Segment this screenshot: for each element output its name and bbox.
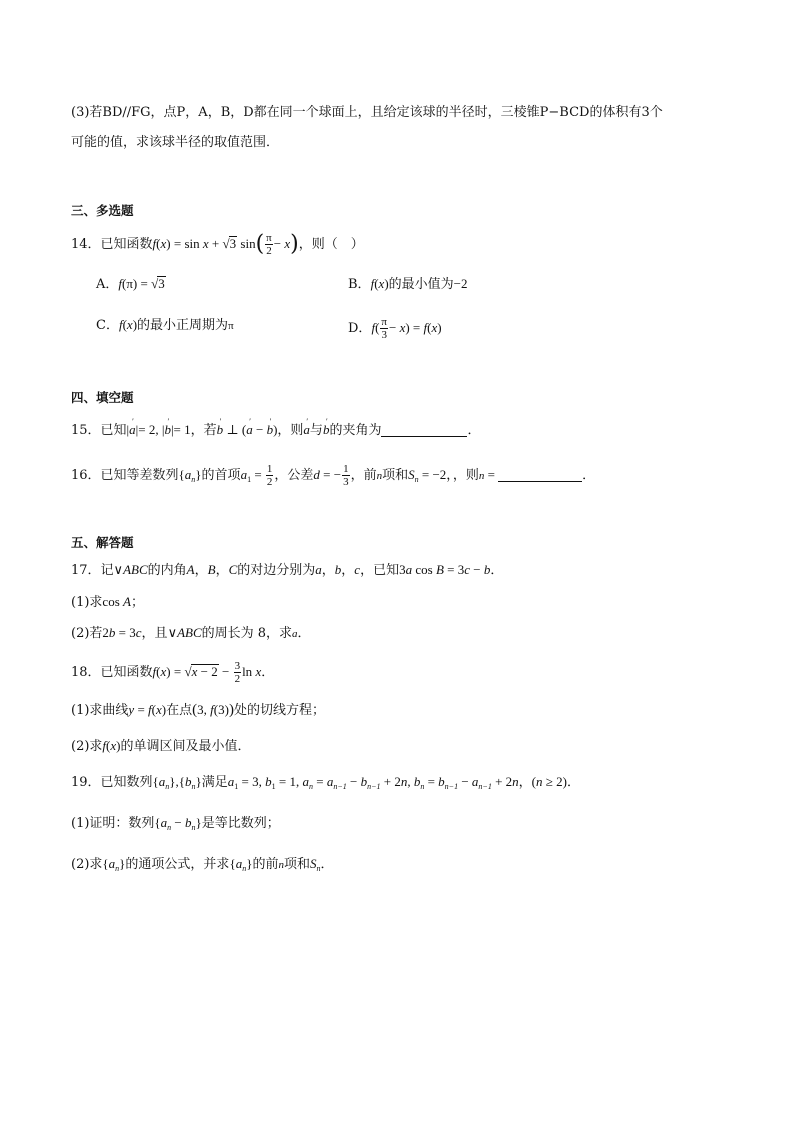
- q16-stem: 16．已知等差数列$\{a_n\}$的首项$a_1$ = $\frac{1}{2}$ ，公差d = − $\frac{1}{3}$ ，前n项和$S_n = -2$，，则n = ．: [71, 463, 596, 488]
- q17-part2: (2)若2b = 3c，且∨ABC的周长为 8，求a．: [71, 625, 311, 641]
- q18-part2: (2)求f(x)的单调区间及最小值．: [71, 738, 251, 754]
- q18-stem: 18．已知函数f(x) = √x − 2 − $\frac{3}{2}$ ln x．: [71, 660, 275, 685]
- q19-part2: (2)求$\{a_n\}$的通项公式，并求$\{a_n\}$的前n项和$S_n$．: [71, 856, 334, 873]
- q18-part1: (1)求曲线y = f(x)在点(3, f(3))处的切线方程；: [71, 702, 325, 718]
- q13-part3-line1: (3)若BD//FG，点P，A，B，D都在同一个球面上，且给定该球的半径时，三棱锥P−BCD的体积有3个: [71, 105, 663, 120]
- section-title-multi-choice: 三、多选题: [71, 203, 134, 218]
- section-title-fill-blank: 四、填空题: [71, 390, 134, 405]
- q15-stem: 15．已知|′ a|= 2, |′ b|= 1，若′ b ⊥ (′ a − ′ b)，则′ a与′ b的夹角为 ．: [71, 421, 480, 440]
- q14-option-d: D．f( $\frac{\pi}{3}$ − x) = f(x): [348, 316, 442, 341]
- q13-part3-line2: 可能的值，求该球半径的取值范围．: [71, 135, 280, 150]
- q14-option-b: B．f(x)的最小值为−2: [348, 276, 468, 292]
- q19-part1: (1)证明：数列$\{a_n - b_n\}$是等比数列；: [71, 815, 280, 832]
- q19-stem: 19．已知数列$\{a_n\},\{b_n\}$满足$a_1 = 3$, $b_1 = 1$, $a_n = a_{n-1} - b_{n-1} + 2n$, $b_n = b_{n-1} - a_{n-1} + 2n$，(n ≥ 2)．: [71, 774, 580, 791]
- q16-answer-blank[interactable]: [498, 467, 582, 482]
- q15-answer-blank[interactable]: [381, 422, 467, 437]
- q14-stem: 14．已知函数f(x) = sin x + √3 sin( $\frac{\pi}{2}$ − x)，则（ ）: [71, 231, 364, 257]
- q14-option-a: A．f(π) = √3: [96, 276, 165, 292]
- q17-stem: 17．记∨ABC的内角A，B，C的对边分别为a，b，c，已知3a cos B = 3c − b．: [71, 562, 504, 578]
- q17-part1: (1)求cos A；: [71, 594, 144, 610]
- q14-option-c: C．f(x)的最小正周期为π: [96, 317, 234, 333]
- section-title-solution: 五、解答题: [71, 535, 134, 550]
